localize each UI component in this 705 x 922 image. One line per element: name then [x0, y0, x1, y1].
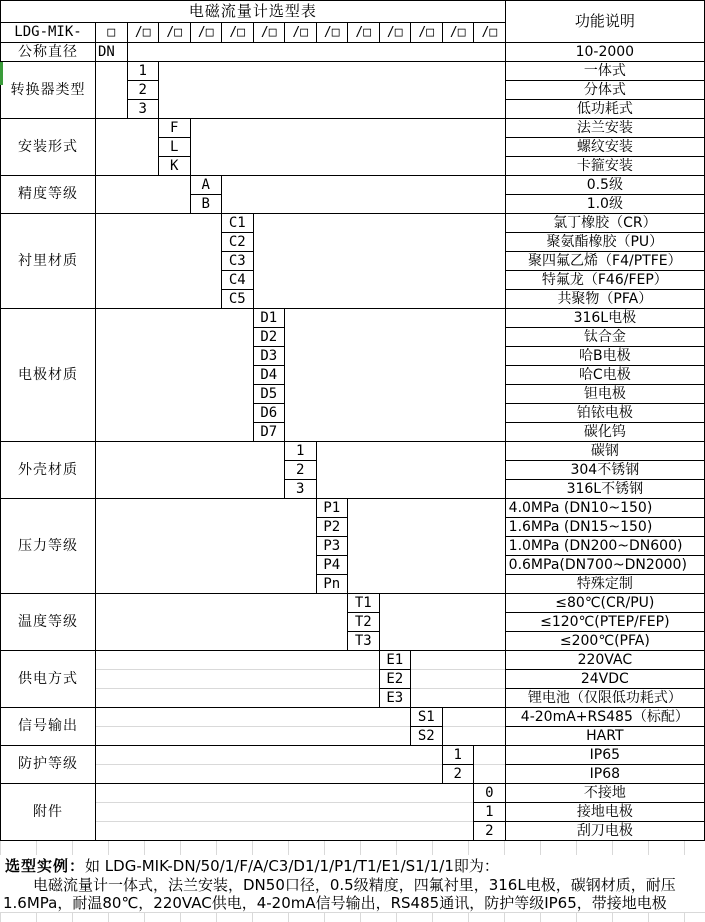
filler-cell [96, 594, 348, 651]
filler-cell [442, 727, 505, 746]
desc-cell: 4-20mA+RS485（标配） [505, 708, 704, 727]
code-box-placeholder: /□ [474, 23, 506, 43]
code-box-placeholder: /□ [222, 23, 254, 43]
filler-cell [253, 214, 505, 309]
desc-cell: 特氟龙（F46/FEP） [505, 271, 704, 290]
table-row [1, 708, 705, 727]
filler-cell [474, 765, 506, 784]
filler-cell [411, 689, 506, 708]
filler-cell [127, 43, 505, 62]
code-cell: DN [96, 43, 128, 62]
function-column-header: 功能说明 [505, 1, 704, 43]
table-row [1, 784, 705, 803]
table-row [1, 822, 705, 841]
desc-cell: 锂电池（仅限低功耗式） [505, 689, 704, 708]
table-row [1, 499, 705, 518]
filler-cell [96, 765, 443, 784]
group-label: 衬里材质 [1, 214, 96, 309]
code-cell: T1 [348, 594, 380, 613]
code-cell: D3 [253, 347, 285, 366]
filler-cell [96, 708, 411, 727]
code-cell: F [159, 119, 191, 138]
filler-cell [96, 689, 380, 708]
table-row [1, 442, 705, 461]
code-cell: P1 [316, 499, 348, 518]
desc-cell: 螺纹安装 [505, 138, 704, 157]
desc-cell: 刮刀电极 [505, 822, 704, 841]
group-label: 附件 [1, 784, 96, 841]
group-label: 防护等级 [1, 746, 96, 784]
code-cell: C1 [222, 214, 254, 233]
selection-table-body [1, 1, 705, 841]
filler-cell [96, 822, 474, 841]
desc-cell: 分体式 [505, 81, 704, 100]
filler-cell [222, 176, 506, 214]
filler-cell [96, 214, 222, 309]
table-row [1, 746, 705, 765]
filler-cell [411, 651, 506, 670]
code-cell: 2 [442, 765, 474, 784]
desc-cell: 不接地 [505, 784, 704, 803]
desc-cell: 一体式 [505, 62, 704, 81]
selection-example-block [0, 855, 705, 912]
code-cell: D1 [253, 309, 285, 328]
code-box-placeholder: /□ [442, 23, 474, 43]
desc-cell: 钽电极 [505, 385, 704, 404]
desc-cell: 316L不锈钢 [505, 480, 704, 499]
code-cell: A [190, 176, 222, 195]
code-cell: E3 [379, 689, 411, 708]
table-row [1, 214, 705, 233]
code-cell: 1 [442, 746, 474, 765]
code-cell: D2 [253, 328, 285, 347]
filler-cell [316, 442, 505, 499]
filler-cell [348, 499, 506, 594]
filler-cell [96, 442, 285, 499]
example-line2: 电磁流量计一体式，法兰安装，DN50口径，0.5级精度，四氟衬里，316L电极，碳钢材质，耐压 [33, 876, 676, 894]
desc-cell: 10-2000 [505, 43, 704, 62]
desc-cell: 哈B电极 [505, 347, 704, 366]
code-box-placeholder: /□ [316, 23, 348, 43]
filler-cell [379, 594, 505, 651]
desc-cell: 接地电极 [505, 803, 704, 822]
filler-cell [96, 670, 380, 689]
code-cell: 3 [285, 480, 317, 499]
code-cell: L [159, 138, 191, 157]
table-row [1, 119, 705, 138]
code-box-placeholder: /□ [285, 23, 317, 43]
code-box-placeholder: /□ [411, 23, 443, 43]
code-cell: C5 [222, 290, 254, 309]
code-box-placeholder: /□ [127, 23, 159, 43]
code-cell: C4 [222, 271, 254, 290]
table-row [1, 43, 705, 62]
code-box-placeholder: □ [96, 23, 128, 43]
code-cell: S1 [411, 708, 443, 727]
desc-cell: 1.6MPa (DN15~150) [505, 518, 704, 537]
desc-cell: IP65 [505, 746, 704, 765]
table-title: 电磁流量计选型表 [1, 1, 506, 23]
example-label: 选型实例： [5, 857, 86, 875]
table-row [1, 670, 705, 689]
code-cell: D4 [253, 366, 285, 385]
group-label: 电极材质 [1, 309, 96, 442]
desc-cell: 聚氨酯橡胶（PU） [505, 233, 704, 252]
desc-cell: HART [505, 727, 704, 746]
example-line1 [0, 856, 705, 876]
code-cell: 3 [127, 100, 159, 119]
filler-cell [285, 309, 506, 442]
code-cell: K [159, 157, 191, 176]
code-cell: D5 [253, 385, 285, 404]
group-label: 信号输出 [1, 708, 96, 746]
desc-cell: 特殊定制 [505, 575, 704, 594]
filler-cell [96, 746, 443, 765]
gridline-strip-top [0, 841, 705, 855]
desc-cell: 4.0MPa (DN10~150) [505, 499, 704, 518]
filler-cell [96, 651, 380, 670]
group-label: 精度等级 [1, 176, 96, 214]
desc-cell: 316L电极 [505, 309, 704, 328]
filler-cell [96, 727, 411, 746]
desc-cell: IP68 [505, 765, 704, 784]
filler-cell [96, 119, 159, 176]
desc-cell: ≤120℃(PTEP/FEP) [505, 613, 704, 632]
code-cell: P3 [316, 537, 348, 556]
desc-cell: 0.6MPa(DN700~DN2000) [505, 556, 704, 575]
desc-cell: 0.5级 [505, 176, 704, 195]
desc-cell: 304不锈钢 [505, 461, 704, 480]
green-selection-marker [0, 62, 3, 85]
filler-cell [190, 119, 505, 176]
group-label: 压力等级 [1, 499, 96, 594]
desc-cell: 法兰安装 [505, 119, 704, 138]
desc-cell: 氯丁橡胶（CR） [505, 214, 704, 233]
code-cell: D7 [253, 423, 285, 442]
table-row [1, 689, 705, 708]
desc-cell: 220VAC [505, 651, 704, 670]
gridline-strip-bottom [0, 912, 705, 922]
filler-cell [96, 309, 254, 442]
group-label: 转换器类型 [1, 62, 96, 119]
model-prefix: LDG-MIK- [1, 23, 96, 43]
code-cell: 2 [127, 81, 159, 100]
code-cell: 1 [285, 442, 317, 461]
table-row [1, 176, 705, 195]
table-row [1, 803, 705, 822]
code-cell: P2 [316, 518, 348, 537]
code-cell: D6 [253, 404, 285, 423]
code-box-placeholder: /□ [348, 23, 380, 43]
group-label: 公称直径 [1, 43, 96, 62]
filler-cell [96, 803, 474, 822]
code-cell: T3 [348, 632, 380, 651]
desc-cell: 钛合金 [505, 328, 704, 347]
table-title-row [1, 1, 705, 23]
table-row [1, 651, 705, 670]
example-model-string: 如 LDG-MIK-DN/50/1/F/A/C3/D1/1/P1/T1/E1/S1/1/1即为： [85, 857, 499, 875]
code-cell: C3 [222, 252, 254, 271]
code-cell: C2 [222, 233, 254, 252]
group-label: 温度等级 [1, 594, 96, 651]
table-row [1, 594, 705, 613]
desc-cell: 卡箍安装 [505, 157, 704, 176]
code-cell: 2 [285, 461, 317, 480]
code-cell: P4 [316, 556, 348, 575]
code-cell: 1 [474, 803, 506, 822]
code-box-placeholder: /□ [190, 23, 222, 43]
desc-cell: 碳钢 [505, 442, 704, 461]
table-row [1, 765, 705, 784]
table-row [1, 309, 705, 328]
group-label: 安装形式 [1, 119, 96, 176]
filler-cell [474, 746, 506, 765]
table-row [1, 62, 705, 81]
desc-cell: 聚四氟乙烯（F4/PTFE） [505, 252, 704, 271]
filler-cell [96, 784, 474, 803]
table-row [1, 727, 705, 746]
group-label: 外壳材质 [1, 442, 96, 499]
desc-cell: 共聚物（PFA） [505, 290, 704, 309]
code-cell: 1 [127, 62, 159, 81]
filler-cell [96, 499, 317, 594]
desc-cell: ≤80℃(CR/PU) [505, 594, 704, 613]
desc-cell: 铂铱电极 [505, 404, 704, 423]
desc-cell: 1.0MPa (DN200~DN600) [505, 537, 704, 556]
code-cell: S2 [411, 727, 443, 746]
desc-cell: 24VDC [505, 670, 704, 689]
desc-cell: 哈C电极 [505, 366, 704, 385]
filler-cell [96, 62, 128, 119]
code-cell: T2 [348, 613, 380, 632]
example-line3: 1.6MPa，耐温80℃，220VAC供电，4-20mA信号输出，RS485通讯，防护等级IP65，带接地电极 [3, 894, 667, 912]
code-cell: E2 [379, 670, 411, 689]
desc-cell: 1.0级 [505, 195, 704, 214]
group-label: 供电方式 [1, 651, 96, 708]
filler-cell [442, 708, 505, 727]
filler-cell [96, 176, 191, 214]
code-cell: B [190, 195, 222, 214]
code-box-placeholder: /□ [253, 23, 285, 43]
filler-cell [159, 62, 506, 119]
filler-cell [411, 670, 506, 689]
code-box-placeholder: /□ [379, 23, 411, 43]
code-cell: 2 [474, 822, 506, 841]
code-cell: 0 [474, 784, 506, 803]
code-cell: E1 [379, 651, 411, 670]
desc-cell: 低功耗式 [505, 100, 704, 119]
desc-cell: 碳化钨 [505, 423, 704, 442]
code-box-placeholder: /□ [159, 23, 191, 43]
code-cell: Pn [316, 575, 348, 594]
desc-cell: ≤200℃(PFA) [505, 632, 704, 651]
